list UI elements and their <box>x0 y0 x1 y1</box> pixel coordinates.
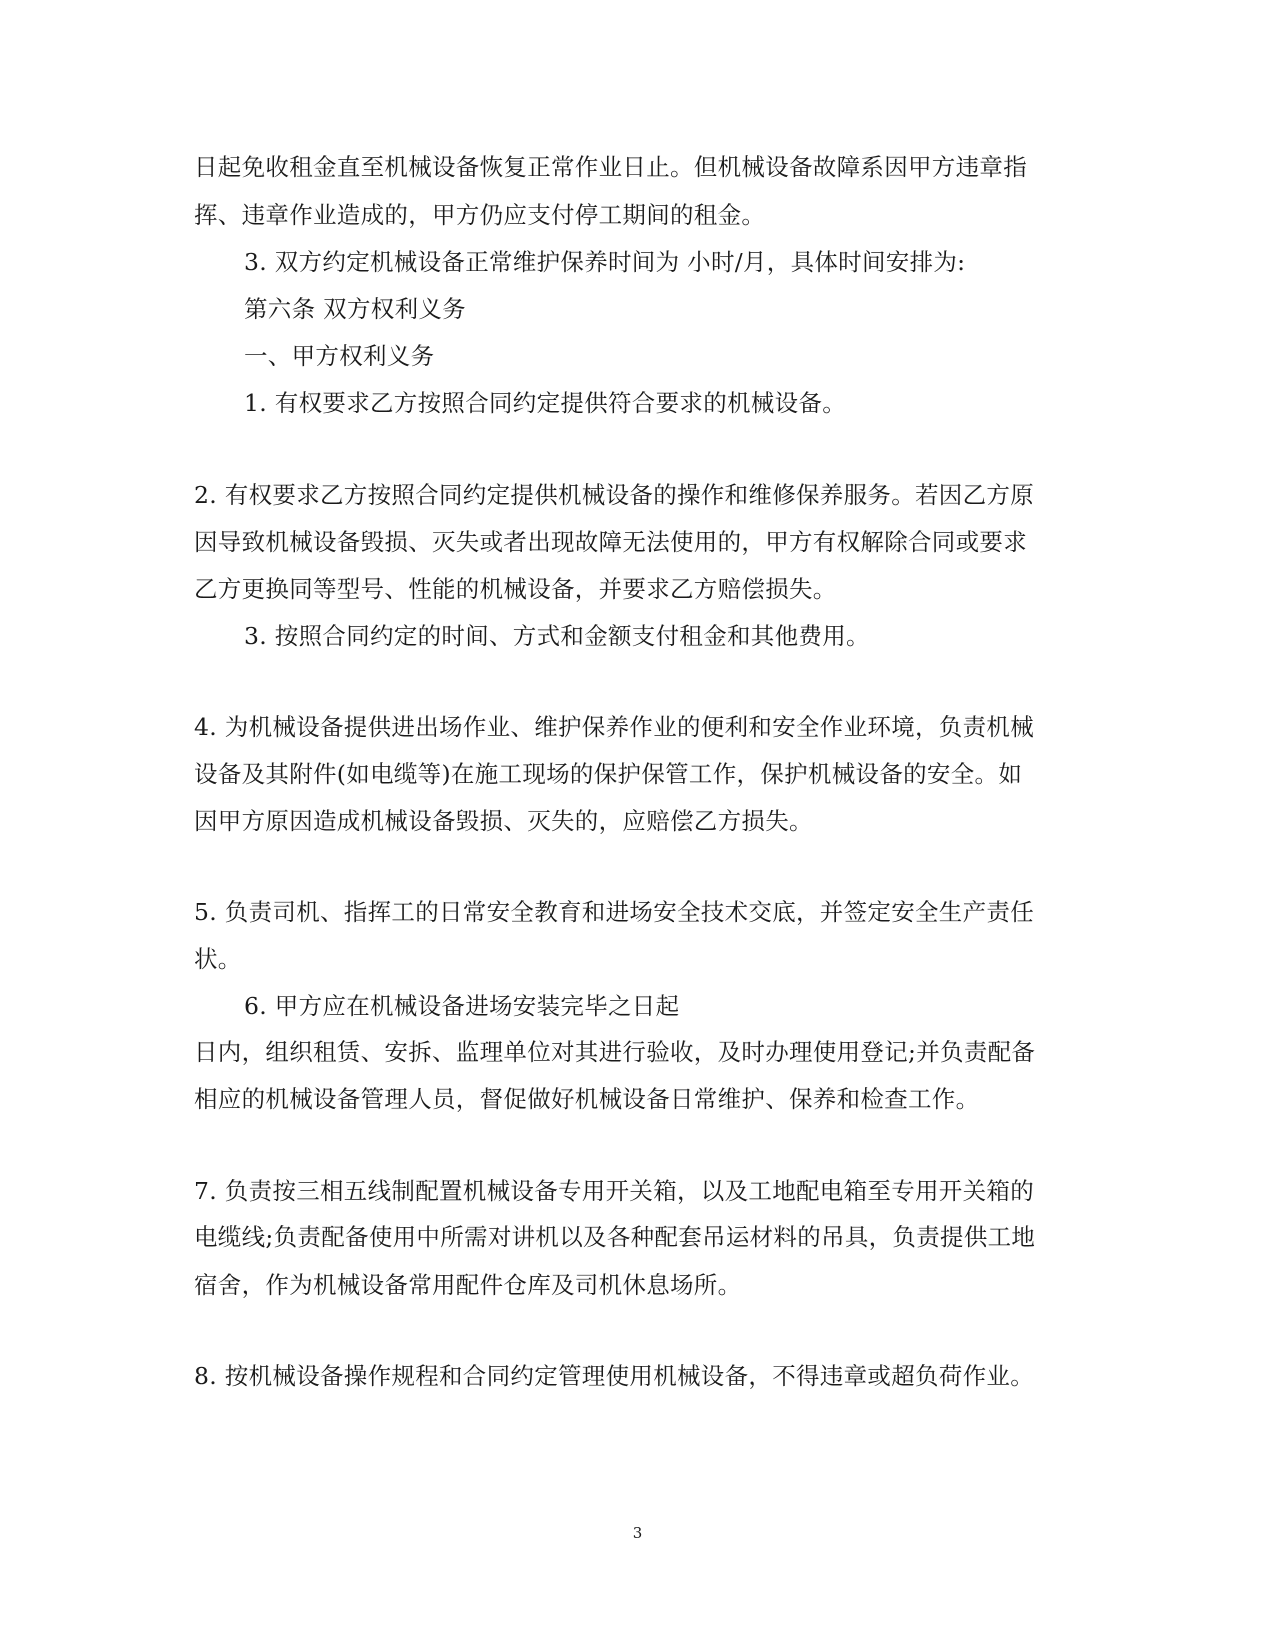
text-line: 日起免收租金直至机械设备恢复正常作业日止。但机械设备故障系因甲方违章指 <box>194 153 1027 181</box>
text-line: 3. 双方约定机械设备正常维护保养时间为 小时/月，具体时间安排为: <box>244 248 966 276</box>
text-line: 日内，组织租赁、安拆、监理单位对其进行验收，及时办理使用登记;并负责配备 <box>194 1038 1036 1066</box>
subsection-heading: 一、甲方权利义务 <box>244 342 435 370</box>
text-line: 挥、违章作业造成的，甲方仍应支付停工期间的租金。 <box>194 201 766 229</box>
list-item: 4. 为机械设备提供进出场作业、维护保养作业的便利和安全作业环境，负责机械 <box>194 713 1034 741</box>
text-line: 因甲方原因造成机械设备毁损、灭失的，应赔偿乙方损失。 <box>194 807 813 835</box>
text-line: 电缆线;负责配备使用中所需对讲机以及各种配套吊运材料的吊具，负责提供工地 <box>194 1223 1036 1251</box>
list-item: 1. 有权要求乙方按照合同约定提供符合要求的机械设备。 <box>244 389 846 417</box>
text-line: 状。 <box>194 945 242 973</box>
page-number: 3 <box>632 1524 643 1542</box>
list-item: 8. 按机械设备操作规程和合同约定管理使用机械设备，不得违章或超负荷作业。 <box>194 1362 1034 1390</box>
section-heading: 第六条 双方权利义务 <box>244 295 466 323</box>
list-item: 7. 负责按三相五线制配置机械设备专用开关箱，以及工地配电箱至专用开关箱的 <box>194 1177 1034 1205</box>
text-line: 因导致机械设备毁损、灭失或者出现故障无法使用的，甲方有权解除合同或要求 <box>194 528 1027 556</box>
list-item: 3. 按照合同约定的时间、方式和金额支付租金和其他费用。 <box>244 622 870 650</box>
list-item: 6. 甲方应在机械设备进场安装完毕之日起 <box>244 992 680 1020</box>
list-item: 5. 负责司机、指挥工的日常安全教育和进场安全技术交底，并签定安全生产责任 <box>194 898 1034 926</box>
text-line: 相应的机械设备管理人员，督促做好机械设备日常维护、保养和检查工作。 <box>194 1085 980 1113</box>
text-line: 设备及其附件(如电缆等)在施工现场的保护保管工作，保护机械设备的安全。如 <box>194 760 1023 788</box>
list-item: 2. 有权要求乙方按照合同约定提供机械设备的操作和维修保养服务。若因乙方原 <box>194 481 1034 509</box>
text-line: 宿舍，作为机械设备常用配件仓库及司机休息场所。 <box>194 1271 742 1299</box>
text-line: 乙方更换同等型号、性能的机械设备，并要求乙方赔偿损失。 <box>194 575 837 603</box>
